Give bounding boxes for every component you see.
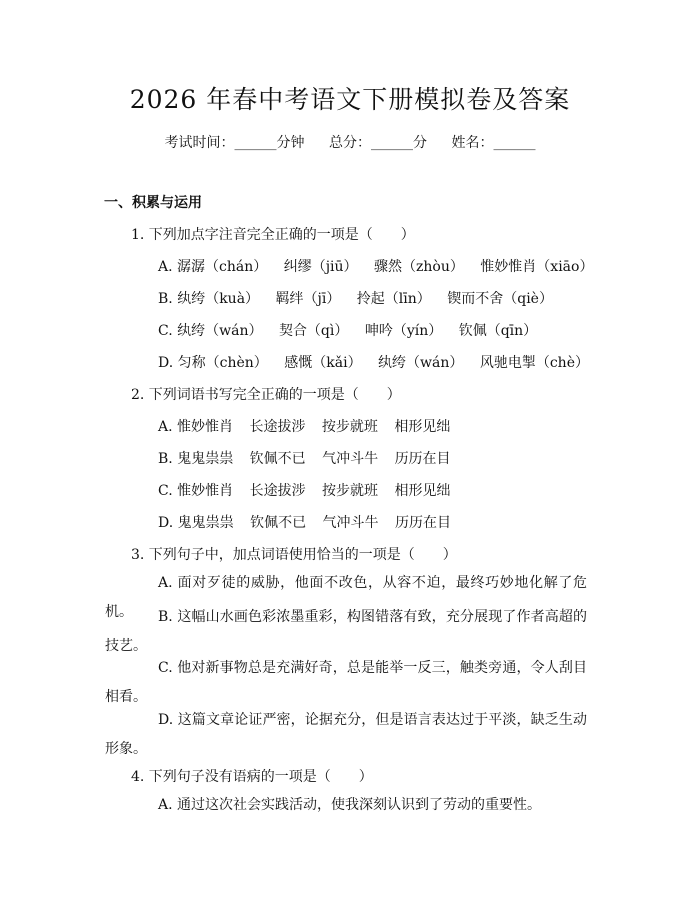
option-word: 感慨（kǎi） — [284, 355, 362, 371]
question-2-stem: 2. 下列词语书写完全正确的一项是（ ） — [131, 387, 401, 403]
question-3-stem: 3. 下列句子中，加点词语使用恰当的一项是（ ） — [131, 547, 457, 563]
option-word: 潺潺（chán） — [177, 259, 268, 275]
option-word: 骤然（zhòu） — [374, 259, 464, 275]
option-letter: C. — [158, 323, 173, 339]
exam-meta — [0, 132, 700, 152]
option-word: 历历在目 — [394, 451, 451, 467]
question-3-option-a: A. 面对歹徒的威胁，他面不改色，从容不迫，最终巧妙地化解了危机。 — [105, 575, 587, 620]
option-word: 长途拔涉 — [249, 419, 306, 435]
option-word: 契合（qì） — [278, 323, 349, 339]
exam-title: 2026 年春中考语文下册模拟卷及答案 — [129, 85, 571, 114]
option-word: 历历在目 — [395, 515, 451, 531]
option-word: 气冲斗牛 — [322, 515, 379, 531]
option-word: 拎起（līn） — [356, 291, 431, 307]
question-1-option-c — [158, 320, 549, 340]
option-word: 相形见绌 — [394, 483, 451, 499]
option-word: 纨绔（kuà） — [177, 291, 260, 307]
question-4-option-a: A. 通过这次社会实践活动，使我深刻认识到了劳动的重要性。 — [158, 797, 542, 813]
option-word: 惟妙惟肖（xiāo） — [480, 259, 594, 275]
option-word: 羁绊（jī） — [275, 291, 341, 307]
option-word: 按步就班 — [322, 483, 379, 499]
option-word: 风驰电掣（chè） — [479, 355, 589, 371]
option-word: 纨绔（wán） — [378, 355, 464, 371]
option-word: 纨绔（wán） — [177, 323, 263, 339]
option-word: 纠缪（jiū） — [283, 259, 358, 275]
option-letter: D. — [158, 515, 174, 531]
option-letter: A. — [158, 259, 173, 275]
option-word: 钦佩不已 — [249, 451, 306, 467]
option-word: 锲而不舍（qiè） — [447, 291, 553, 307]
option-letter: B. — [158, 291, 173, 307]
option-word: 鬼鬼祟祟 — [177, 515, 234, 531]
question-4-stem: 4. 下列句子没有语病的一项是（ ） — [131, 769, 373, 785]
option-word: 钦佩不已 — [250, 515, 307, 531]
option-word: 鬼鬼祟祟 — [177, 451, 234, 467]
option-word: 匀称（chèn） — [177, 355, 268, 371]
option-word: 呻吟（yín） — [364, 323, 443, 339]
exam-time-field: 考试时间：______分钟 — [164, 135, 305, 151]
exam-name-field: 姓名：______ — [451, 135, 536, 151]
option-word: 相形见绌 — [394, 419, 451, 435]
question-2-option-a — [158, 416, 462, 436]
section-heading: 一、积累与运用 — [104, 195, 202, 211]
question-3-option-c: C. 他对新事物总是充满好奇，总是能举一反三，触类旁通，令人刮目相看。 — [105, 660, 587, 705]
option-word: 长途拔涉 — [249, 483, 306, 499]
option-letter: A. — [158, 419, 173, 435]
question-2-option-b — [158, 448, 463, 468]
option-letter: B. — [158, 451, 173, 467]
option-word: 惟妙惟肖 — [177, 419, 234, 435]
question-1-option-b — [158, 288, 565, 308]
question-1-option-d — [158, 352, 601, 372]
option-word: 钦佩（qīn） — [458, 323, 538, 339]
question-2-option-c — [158, 480, 462, 500]
question-1-stem: 1. 下列加点字注音完全正确的一项是（ ） — [131, 227, 415, 243]
option-word: 气冲斗牛 — [322, 451, 379, 467]
option-word: 按步就班 — [321, 419, 378, 435]
question-3-option-d: D. 这篇文章论证严密，论据充分，但是语言表达过于平淡，缺乏生动形象。 — [105, 712, 587, 757]
option-letter: D. — [158, 355, 174, 371]
option-word: 惟妙惟肖 — [177, 483, 234, 499]
option-letter: C. — [158, 483, 173, 499]
question-2-option-d — [158, 512, 463, 532]
question-1-option-a — [158, 256, 605, 276]
question-3-option-b: B. 这幅山水画色彩浓墨重彩，构图错落有致，充分展现了作者高超的技艺。 — [105, 609, 587, 654]
exam-score-field: 总分：______分 — [329, 135, 427, 151]
